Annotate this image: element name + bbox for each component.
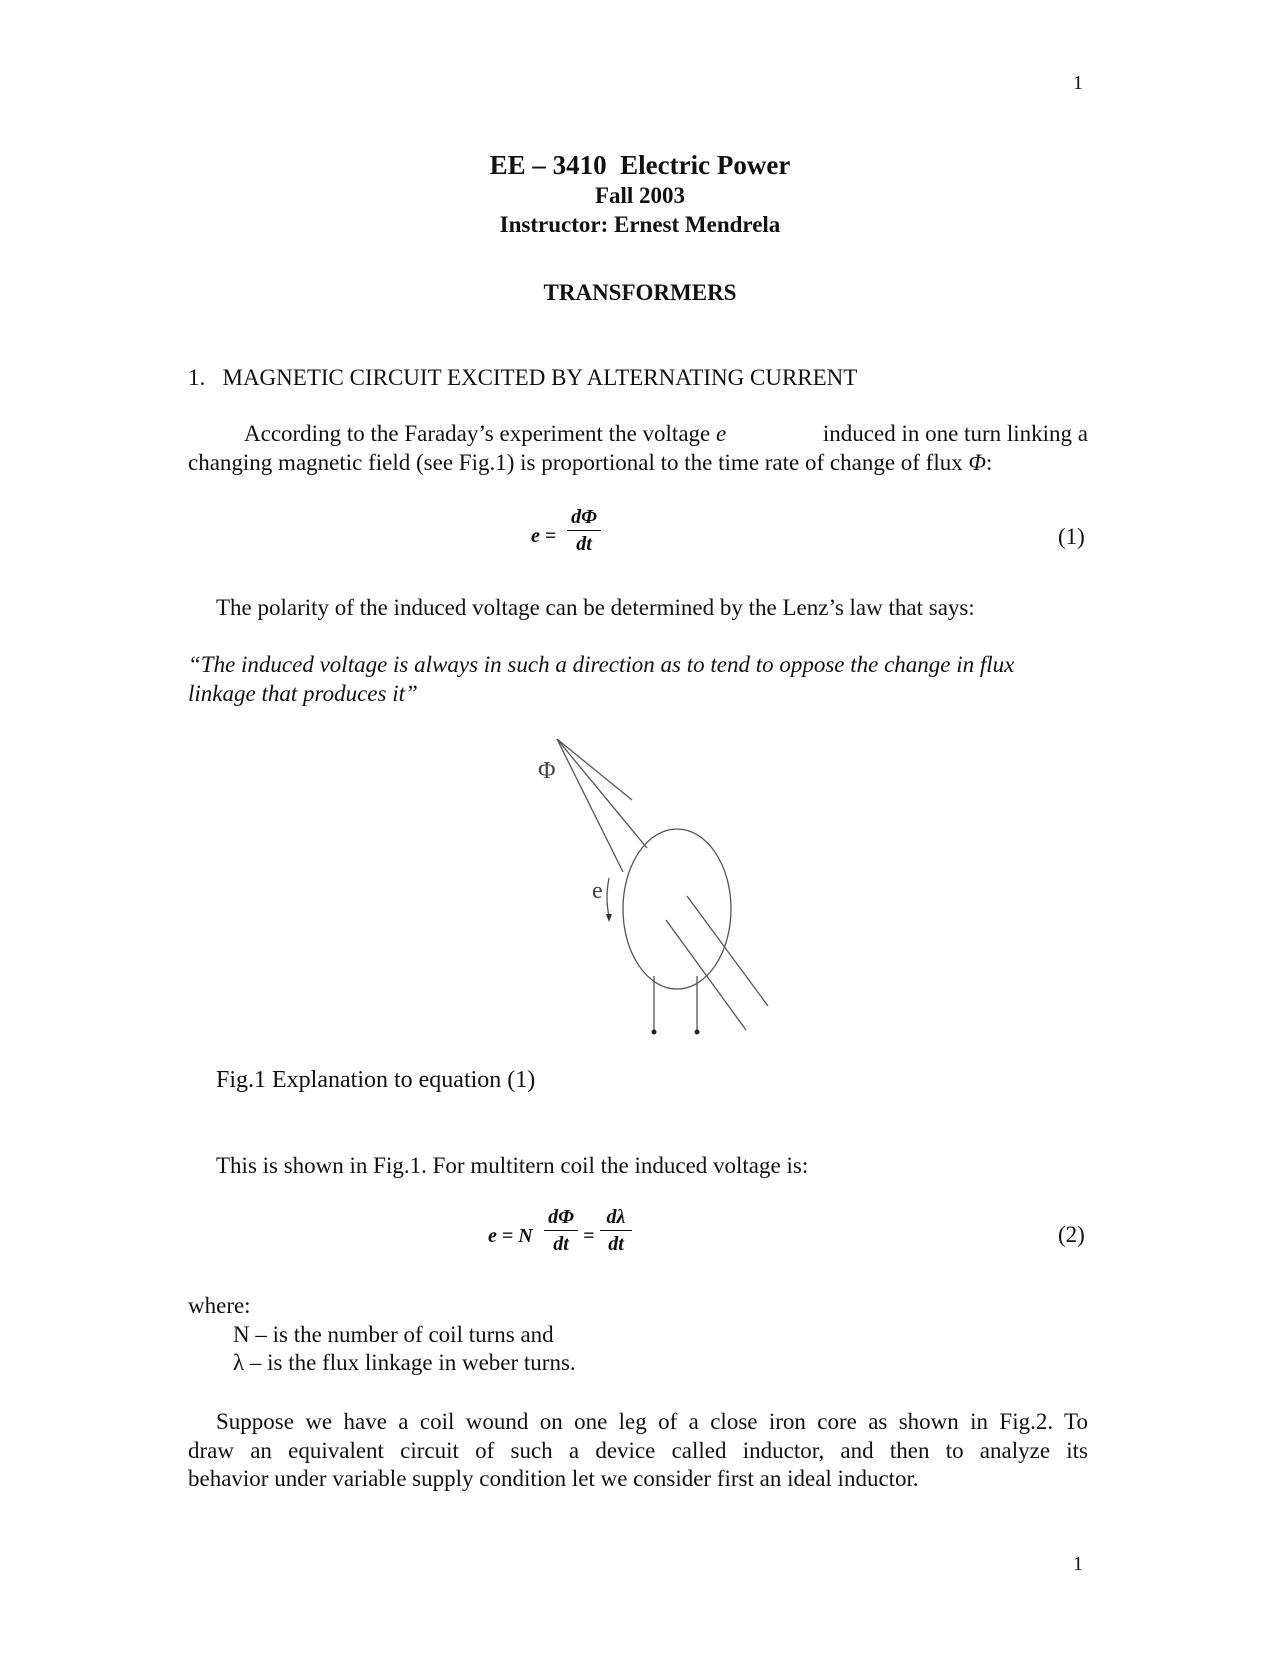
multiturn-text: This is shown in Fig.1. For multitern coil the induced voltage is:	[216, 1153, 809, 1178]
suppose-line2: draw an equivalent circuit of such a device called inductor, and then to analyze its	[188, 1438, 1088, 1463]
flux-line-through-2	[666, 920, 746, 1030]
equation-2-numerator-1: dΦ	[548, 1206, 574, 1228]
where-N-definition: N – is the number of coil turns and	[233, 1322, 554, 1347]
voltage-arrowhead-icon	[606, 914, 612, 922]
equation-1-fraction	[567, 505, 601, 556]
equation-2-denominator-2: dt	[608, 1233, 624, 1255]
suppose-line3: behavior under variable supply condition let we consider first an ideal inductor.	[188, 1466, 919, 1491]
equation-2-fraction-2	[600, 1205, 632, 1256]
voltage-label: e	[592, 878, 603, 904]
voltage-symbol: e	[715, 421, 727, 446]
equation-2-numerator-2: dλ	[606, 1206, 626, 1228]
fraction-bar	[544, 1230, 578, 1231]
section-heading: 1. MAGNETIC CIRCUIT EXCITED BY ALTERNATING CURRENT	[188, 365, 858, 390]
page-number-top: 1	[1073, 72, 1083, 94]
flux-symbol: Φ	[968, 450, 986, 475]
voltage-arrow-icon	[607, 878, 609, 916]
equation-2-equals: =	[583, 1225, 595, 1247]
lenz-quote-line1: “The induced voltage is always in such a direction as to tend to oppose the change in flux	[188, 652, 1015, 677]
faraday-paragraph-line1	[188, 420, 1088, 448]
equation-2	[488, 1205, 638, 1265]
lenz-quote-line2: linkage that produces it”	[188, 681, 418, 706]
instructor: Instructor: Ernest Mendrela	[499, 212, 781, 237]
equation-1-denominator: dt	[576, 533, 592, 555]
flux-line-lower	[557, 739, 623, 872]
equation-1-number: (1)	[1058, 524, 1085, 549]
flux-label: Φ	[538, 758, 556, 784]
figure-1-caption: Fig.1 Explanation to equation (1)	[216, 1067, 536, 1093]
faraday-paragraph-line2: changing magnetic field (see Fig.1) is proportional to the time rate of change of flux Φ:	[188, 450, 993, 475]
equation-2-denominator-1: dt	[553, 1233, 569, 1255]
flux-line-mid	[557, 739, 647, 848]
faraday-line1-start: According to the Faraday’s experiment the voltage e	[244, 421, 727, 446]
equation-1-lhs: e =	[531, 525, 557, 547]
equation-1-numerator: dΦ	[571, 506, 597, 528]
suppose-line1: Suppose we have a coil wound on one leg of a close iron core as shown in Fig.2. To	[216, 1409, 1088, 1434]
terminal-dot-left	[652, 1030, 657, 1035]
terminal-dot-right	[695, 1030, 700, 1035]
equation-2-fraction-1	[544, 1205, 578, 1256]
where-lambda-definition: λ – is the flux linkage in weber turns.	[233, 1350, 576, 1375]
where-label: where:	[188, 1293, 251, 1318]
course-title: EE – 3410 Electric Power	[489, 150, 791, 180]
term: Fall 2003	[594, 183, 686, 208]
flux-line-upper	[557, 739, 632, 800]
topic-title: TRANSFORMERS	[543, 280, 737, 305]
flux-line-through-1	[687, 896, 768, 1006]
lenz-intro: The polarity of the induced voltage can be determined by the Lenz’s law that says:	[216, 595, 975, 620]
fraction-bar	[567, 530, 601, 531]
coil-loop	[623, 829, 731, 989]
fraction-bar	[600, 1230, 632, 1231]
page-number-bottom: 1	[1073, 1553, 1083, 1575]
equation-2-lhs: e = N	[488, 1225, 533, 1247]
faraday-line1-end: induced in one turn linking a	[822, 421, 1088, 446]
equation-2-number: (2)	[1058, 1222, 1085, 1247]
equation-1	[525, 505, 605, 565]
